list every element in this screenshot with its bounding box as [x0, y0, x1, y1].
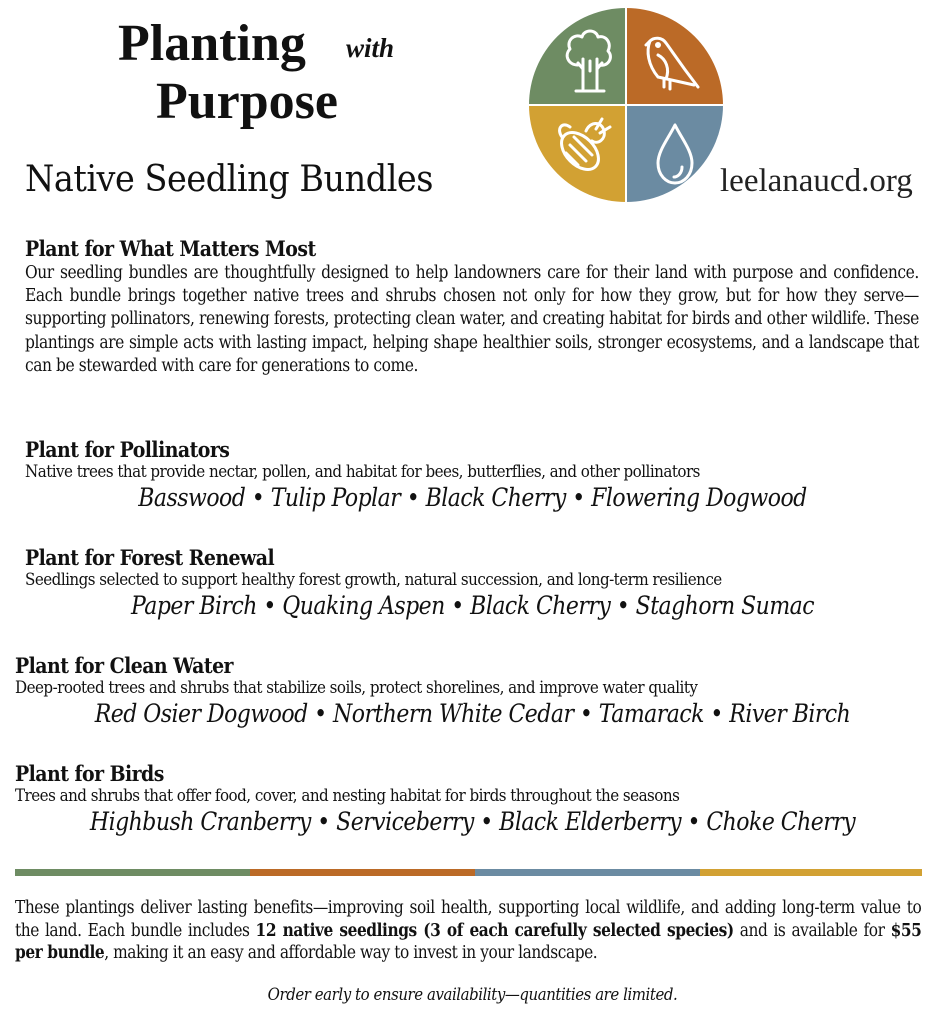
- bundle-heading-pollinators: Plant for Pollinators: [25, 437, 230, 462]
- bundle-description-pollinators: Native trees that provide nectar, pollen, and habitat for bees, butterflies, and other pollinators: [25, 462, 700, 482]
- logo-quadrant-bee: [528, 106, 625, 203]
- footer-note: Order early to ensure availability—quantities are limited.: [267, 985, 678, 1005]
- page-subtitle: Native Seedling Bundles: [25, 159, 434, 200]
- divider-segment-gold: [700, 869, 922, 876]
- bundle-description-clean-water: Deep-rooted trees and shrubs that stabilize soils, protect shorelines, and improve water quality: [15, 678, 698, 698]
- footer-text: , making it an easy and affordable way to invest in your landscape.: [104, 943, 598, 963]
- bundle-heading-clean-water: Plant for Clean Water: [15, 653, 233, 678]
- divider-segment-blue: [475, 869, 700, 876]
- page-title-with: with: [346, 33, 395, 63]
- intro-body: Our seedling bundles are thoughtfully designed to help landowners care for their land with purpose and confidence. Each bundle brings together native trees and shrubs chosen not only for how they grow, but for how they serve—supporting pollinators, renewing forests, protecting clean water, and creating habitat for birds and other wildlife. These plantings are simple acts with lasting impact, helping shape healthier soils, stronger ecosystems, and a landscape that can be stewarded with care for generations to come.: [25, 263, 919, 376]
- footer-text: These plantings deliver lasting benefits—improving soil health, supporting local wildlife, and adding long-term value to the land. Each bundle includes: [15, 898, 922, 941]
- page-title-line1: Planting: [118, 15, 306, 72]
- bundle-species-forest-renewal: Paper Birch • Quaking Aspen • Black Cherry • Staghorn Sumac: [130, 591, 815, 620]
- page-title-line2: Purpose: [156, 73, 338, 130]
- website-link[interactable]: leelanaucd.org: [720, 163, 913, 199]
- bundle-description-forest-renewal: Seedlings selected to support healthy forest growth, natural succession, and long-term resilience: [25, 570, 722, 590]
- divider-segment-orange: [250, 869, 475, 876]
- bundle-description-birds: Trees and shrubs that offer food, cover, and nesting habitat for birds throughout the seasons: [15, 786, 680, 806]
- divider-segment-green: [15, 869, 250, 876]
- bundle-species-clean-water: Red Osier Dogwood • Northern White Cedar • Tamarack • River Birch: [94, 699, 851, 728]
- intro-heading: Plant for What Matters Most: [25, 236, 316, 261]
- footer-body: [15, 897, 921, 965]
- footer-text: and is available for: [733, 920, 891, 941]
- color-divider: [15, 869, 922, 876]
- footer-seedling-count: 12 native seedlings (3 of each carefully selected species): [255, 920, 734, 941]
- logo-quadrant-water: [627, 106, 724, 203]
- bundle-species-birds: Highbush Cranberry • Serviceberry • Black Elderberry • Choke Cherry: [89, 807, 856, 836]
- bundle-heading-forest-renewal: Plant for Forest Renewal: [25, 545, 275, 570]
- bundle-heading-birds: Plant for Birds: [15, 761, 164, 786]
- logo: [528, 7, 724, 203]
- bundle-species-pollinators: Basswood • Tulip Poplar • Black Cherry • Flowering Dogwood: [138, 483, 807, 512]
- footer-price: $55 per bundle: [15, 920, 922, 963]
